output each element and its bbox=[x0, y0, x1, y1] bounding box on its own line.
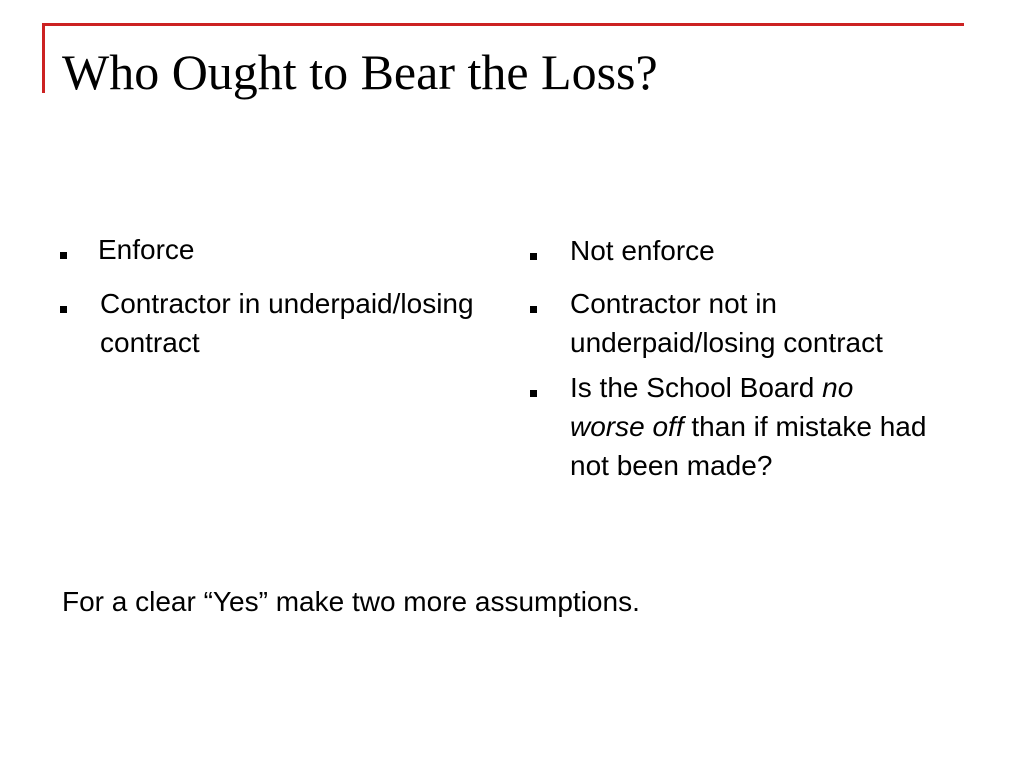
bullet-square-icon bbox=[60, 252, 67, 259]
title-rule-vertical bbox=[42, 23, 45, 93]
bullet-square-icon bbox=[530, 390, 537, 397]
left-column-heading: Enforce bbox=[98, 234, 195, 265]
question-before: Is the School Board bbox=[570, 372, 823, 403]
right-question-text bbox=[570, 368, 930, 485]
question-emphasis: no worse off bbox=[570, 372, 854, 442]
footer-statement: For a clear “Yes” make two more assumptions. bbox=[62, 586, 640, 617]
bullet-square-icon bbox=[60, 306, 67, 313]
title-rule-horizontal bbox=[42, 23, 964, 26]
left-item-text: Contractor in underpaid/losing contract bbox=[100, 288, 474, 358]
right-item-text: Contractor not in underpaid/losing contract bbox=[570, 288, 883, 358]
right-column-heading: Not enforce bbox=[570, 235, 715, 266]
slide-title: Who Ought to Bear the Loss? bbox=[62, 44, 658, 100]
bullet-square-icon bbox=[530, 253, 537, 260]
question-after: than if mistake had not been made? bbox=[570, 411, 927, 481]
bullet-square-icon bbox=[530, 306, 537, 313]
